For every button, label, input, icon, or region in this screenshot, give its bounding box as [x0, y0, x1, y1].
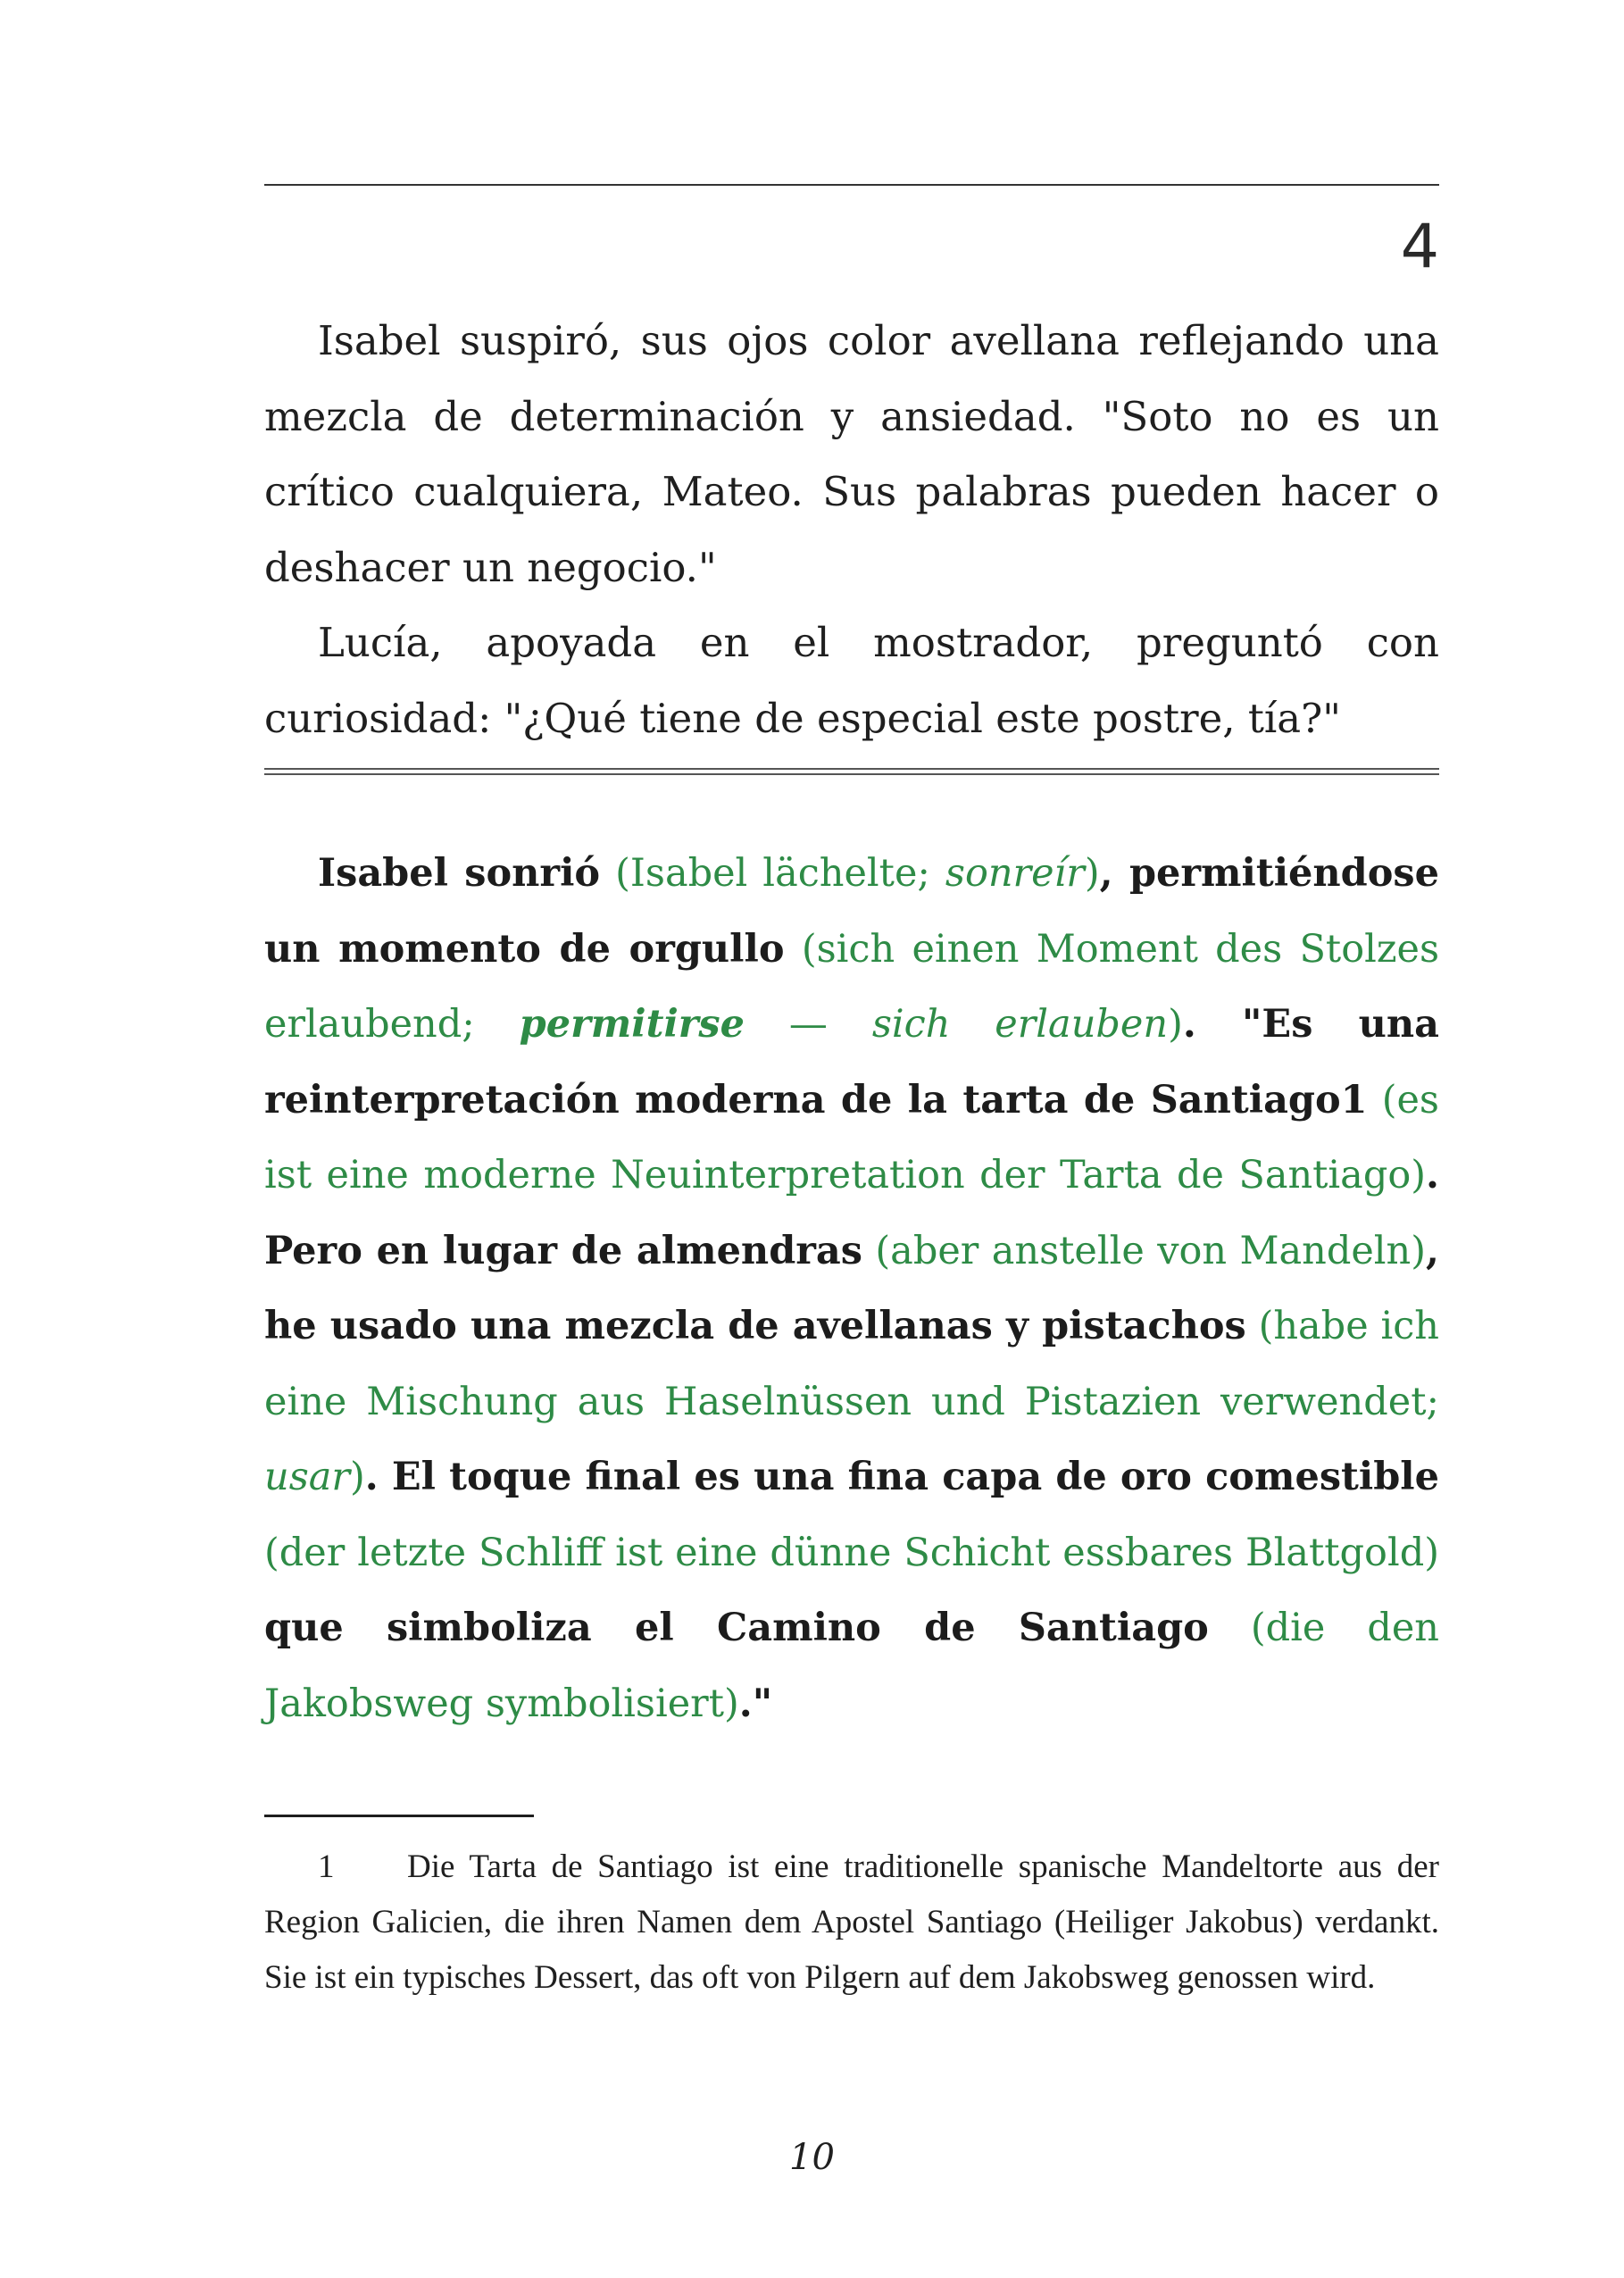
- gloss-meaning: sich erlauben: [871, 1002, 1169, 1047]
- spanish-segment: , permitiéndose un momento de orgullo: [264, 851, 1439, 972]
- gloss-dash: —: [745, 1002, 872, 1047]
- footnote-paragraph: [264, 1840, 1439, 2006]
- spanish-segment: . "Es una reinterpretación moderna de la tarta de Santiago1: [264, 1002, 1439, 1122]
- spanish-segment: .": [738, 1681, 773, 1726]
- chapter-number: 4: [1400, 212, 1439, 282]
- german-gloss: (aber anstelle von Mandeln): [875, 1228, 1427, 1273]
- gloss-close: ): [1168, 1002, 1183, 1047]
- spanish-segment: , he usado una mezcla de avellanas y pistachos: [264, 1228, 1440, 1348]
- german-gloss: (es ist eine moderne Neuinterpretation der Tarta de Santiago): [264, 1077, 1439, 1197]
- footnote-mark: 1: [318, 1848, 335, 1885]
- footnote-text: Die Tarta de Santiago ist eine traditionelle spanische Mandeltorte aus der Region Galicien, die ihren Namen dem Apostel Santiago (Heiliger Jakobus) verdankt. Sie ist ein typisches Dessert, das oft von Pilgern auf dem Jakobsweg genossen wird.: [264, 1848, 1439, 1996]
- gloss-text: (habe ich eine Mischung aus Haselnüssen und Pistazien verwendet;: [264, 1304, 1440, 1424]
- top-rule: [264, 184, 1439, 186]
- spanish-segment: . Pero en lugar de almendras: [264, 1153, 1439, 1273]
- gloss-text: (Isabel lächelte;: [615, 851, 945, 896]
- spanish-segment: que simboliza el Camino de Santiago: [264, 1606, 1209, 1650]
- gloss-close: ): [1084, 851, 1100, 896]
- original-text-block: [264, 304, 1439, 756]
- gloss-infinitive: usar: [264, 1455, 350, 1499]
- bilingual-text-block: [264, 836, 1439, 1741]
- spanish-segment: Isabel sonrió: [318, 851, 601, 896]
- german-gloss: [615, 851, 1100, 896]
- original-paragraph-1: Isabel suspiró, sus ojos color avellana reflejando una mezcla de determinación y ansiedad. "Soto no es un crítico cualquiera, Mateo. Sus palabras pueden hacer o deshacer un negocio.": [264, 317, 1439, 591]
- german-gloss: (der letzte Schliff ist eine dünne Schicht essbares Blattgold): [264, 1530, 1439, 1575]
- gloss-infinitive: permitirse: [519, 1002, 745, 1047]
- bilingual-paragraph: [264, 836, 1439, 1741]
- section-divider: [264, 768, 1439, 775]
- gloss-infinitive: sonreír: [945, 851, 1085, 896]
- german-gloss: (die den Jakobsweg symbolisiert): [264, 1606, 1439, 1726]
- gloss-text: (sich einen Moment des Stolzes erlaubend;: [264, 926, 1440, 1047]
- gloss-close: ): [349, 1455, 365, 1499]
- footnote: [264, 1840, 1439, 2006]
- original-paragraph-2: Lucía, apoyada en el mostrador, preguntó con curiosidad: "¿Qué tiene de especial este postre, tía?": [264, 619, 1439, 742]
- spanish-segment: . El toque final es una fina capa de oro comestible: [364, 1455, 1439, 1499]
- page-number: 10: [789, 2137, 835, 2178]
- footnote-rule: [264, 1815, 534, 1817]
